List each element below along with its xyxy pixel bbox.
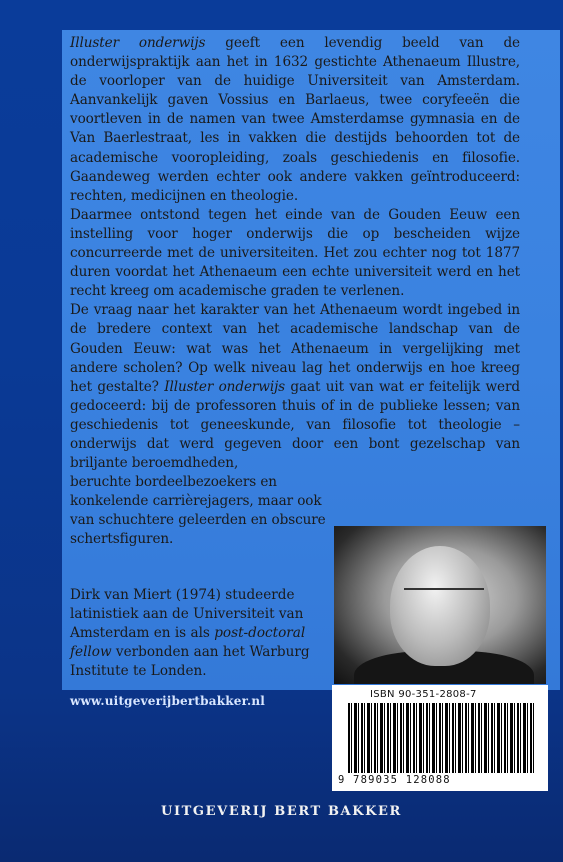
paragraph-3-cont: beruchte bordeelbezoekers en konkelende carrièrejagers, maar ook van schuchtere geleerden en obscure schertsfiguren. — [70, 474, 326, 548]
author-bio: Dirk van Miert (1974) studeerde latinistiek aan de Universiteit van Amsterdam en is als post-doctoral fellow verbonden aan het Warburg Institute te Londen. — [70, 587, 310, 680]
book-title: Illuster onderwijs — [164, 378, 286, 395]
paragraph-2: Daarmee ontstond tegen het einde van de Gouden Eeuw een instelling voor hoger onderwijs die op bescheiden wijze concurreerde met de universiteiten. Het zou echter nog tot 1877 duren voordat het Athenaeum een echte universiteit werd en het recht kreeg om academische graden te verlenen. — [70, 206, 520, 300]
barcode-digits: 9 789035 128088 — [338, 774, 451, 786]
book-title: Illuster onderwijs — [70, 35, 206, 51]
publisher-url[interactable]: www.uitgeverijbertbakker.nl — [70, 694, 266, 708]
barcode-bars — [348, 703, 534, 773]
barcode — [332, 685, 548, 791]
paragraph-1: Illuster onderwijs geeft een levendig beeld van de onderwijspraktijk aan het in 1632 gestichte Athenaeum Illustre, de voorloper van de huidige Universiteit van Amsterdam. Aanvankelijk gaven Vossius en Barlaeus, twee coryfeeën die voortleven in de namen van twee Amsterdamse gymnasia en de Van Baerlestraat, les in vakken die destijds behoorden tot de academische vooropleiding, zoals geschiedenis en filosofie. Gaandeweg werden echter ook andere vakken geïntroduceerd: rechten, medicijnen en theologie. — [70, 35, 520, 204]
author-photo — [334, 526, 546, 684]
isbn-label: ISBN 90-351-2808-7 — [370, 689, 477, 700]
blurb — [70, 34, 520, 550]
photo-glasses — [404, 588, 484, 610]
paragraph-3: De vraag naar het karakter van het Athenaeum wordt ingebed in de bredere context van het academische landschap van de Gouden Eeuw: wat was het Athenaeum in vergelijking met andere scholen? Op welk niveau lag het onderwijs en hoe kreeg het gestalte? Illuster onderwijs gaat uit van wat er feitelijk werd gedoceerd: bij de professoren thuis of in de publieke lessen; van geschiedenis tot geneeskunde, van filosofie tot theologie – onderwijs dat werd gegeven door een bont gezelschap van briljante beroemdheden, — [70, 302, 520, 472]
publisher-name: UITGEVERIJ BERT BAKKER — [161, 804, 402, 819]
